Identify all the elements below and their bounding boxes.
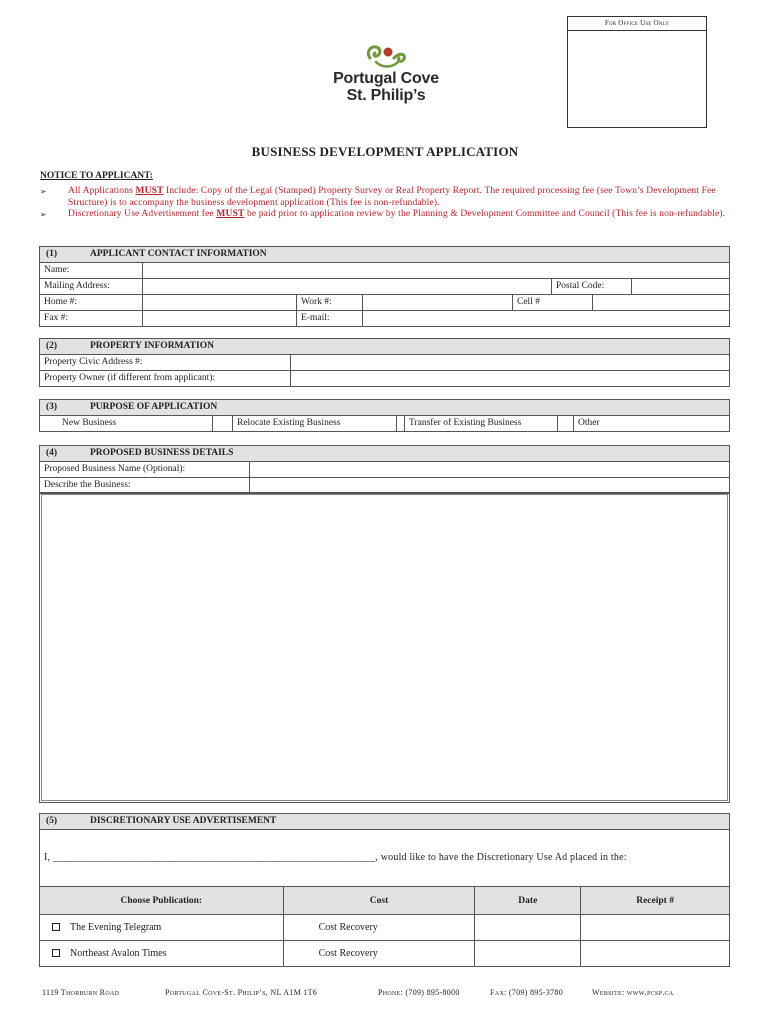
publication-column-header: Choose Publication:: [40, 887, 284, 915]
office-use-box: [567, 16, 707, 128]
fax-field[interactable]: [142, 311, 296, 326]
checkbox-icon[interactable]: [52, 949, 60, 957]
row-phones: [39, 295, 730, 311]
option-relocate-checkbox[interactable]: [396, 416, 404, 431]
ad-statement: [39, 830, 730, 886]
option-new-business-label: New Business: [62, 418, 117, 428]
email-label: E-mail:: [296, 311, 362, 326]
option-transfer-checkbox[interactable]: [557, 416, 573, 431]
table-row: [40, 915, 730, 941]
row-name: [39, 263, 730, 279]
row-purpose-options: [39, 416, 730, 432]
name-label: Name:: [44, 265, 70, 275]
footer-phone: Phone: (709) 895-8000: [378, 988, 460, 997]
notice-item-2: ➢ Discretionary Use Advertisement fee MUST be paid prior to application review by the Planning & Development Committee and Council (This fee is non-refundable).: [40, 209, 726, 219]
receipt-column-header: Receipt #: [581, 887, 730, 915]
date-cell[interactable]: [475, 915, 581, 941]
option-other-label: Other: [573, 416, 731, 431]
row-mailing: [39, 279, 730, 295]
business-description-box[interactable]: [39, 492, 730, 803]
section-purpose-header: (3) PURPOSE OF APPLICATION: [39, 399, 730, 416]
home-phone-field[interactable]: [142, 295, 296, 310]
notice-heading: NOTICE TO APPLICANT:: [40, 171, 153, 181]
section-business-header: (4) PROPOSED BUSINESS DETAILS: [39, 445, 730, 462]
business-name-label: Proposed Business Name (Optional):: [44, 464, 186, 474]
table-row: [40, 941, 730, 967]
publication-cell: Northeast Avalon Times: [40, 941, 284, 967]
option-relocate-label: Relocate Existing Business: [232, 416, 396, 431]
row-business-name: [39, 462, 730, 478]
footer-town: Portugal Cove-St. Philip’s, NL A1M 1T6: [165, 988, 318, 997]
town-logo: [316, 44, 456, 112]
leaf-icon: [364, 44, 408, 70]
section-advertisement-header: (5) DISCRETIONARY USE ADVERTISEMENT: [39, 813, 730, 830]
footer-address: 1119 Thorburn Road: [42, 988, 120, 997]
cost-column-header: Cost: [283, 887, 475, 915]
section-property-header: (2) PROPERTY INFORMATION: [39, 338, 730, 355]
owner-label: Property Owner (if different from applicant):: [44, 373, 216, 383]
name-field[interactable]: [142, 263, 731, 278]
row-fax-email: [39, 311, 730, 327]
logo-line-1: Portugal Cove: [333, 70, 439, 87]
arrow-bullet-icon: ➢: [40, 187, 47, 196]
option-new-business-checkbox[interactable]: [212, 416, 232, 431]
page-title: BUSINESS DEVELOPMENT APPLICATION: [251, 144, 519, 159]
office-use-label: For Office Use Only: [568, 17, 706, 31]
home-label: Home #:: [44, 297, 77, 307]
cell-label: Cell #: [512, 295, 592, 310]
footer-website: Website: www.pcsp.ca: [592, 988, 674, 997]
cell-phone-field[interactable]: [592, 295, 731, 310]
logo-line-2: St. Philip’s: [346, 87, 426, 104]
fax-label: Fax #:: [44, 313, 69, 323]
owner-field[interactable]: [290, 371, 731, 386]
civic-address-label: Property Civic Address #:: [44, 357, 143, 367]
arrow-bullet-icon: ➢: [40, 210, 47, 219]
checkbox-icon[interactable]: [52, 923, 60, 931]
business-name-field[interactable]: [249, 462, 731, 477]
ad-statement-text: I, ______________________________________________________________, would like to have the Discretionary Use Ad placed in the:: [44, 852, 627, 863]
date-column-header: Date: [475, 887, 581, 915]
mailing-label: Mailing Address:: [44, 281, 110, 291]
footer-fax: Fax: (709) 895-3780: [490, 988, 564, 997]
email-field[interactable]: [362, 311, 731, 326]
describe-label: Describe the Business:: [44, 480, 131, 490]
describe-short-field[interactable]: [249, 478, 731, 493]
date-cell[interactable]: [475, 941, 581, 967]
cost-cell: Cost Recovery: [283, 941, 475, 967]
cost-cell: Cost Recovery: [283, 915, 475, 941]
row-civic-address: [39, 355, 730, 371]
option-transfer-label: Transfer of Existing Business: [404, 416, 557, 431]
table-header-row: [40, 887, 730, 915]
receipt-cell[interactable]: [581, 915, 730, 941]
applicant-name-blank[interactable]: ______________________________________________________________: [52, 852, 376, 863]
notice-item-1: ➢ All Applications MUST Include: Copy of the Legal (Stamped) Property Survey or Real Property Report. The required processing fee (see Town’s Development Fee Structure) is to accompany the business development application (This fee is non-refundable).: [40, 186, 716, 208]
work-label: Work #:: [296, 295, 362, 310]
mailing-address-field[interactable]: [142, 279, 551, 294]
civic-address-field[interactable]: [290, 355, 731, 370]
publication-table: [39, 886, 730, 967]
receipt-cell[interactable]: [581, 941, 730, 967]
work-phone-field[interactable]: [362, 295, 512, 310]
publication-cell: The Evening Telegram: [40, 915, 284, 941]
row-owner: [39, 371, 730, 387]
postal-code-label: Postal Code:: [551, 279, 631, 294]
section-applicant-header: (1) APPLICANT CONTACT INFORMATION: [39, 246, 730, 263]
postal-code-field[interactable]: [631, 279, 731, 294]
